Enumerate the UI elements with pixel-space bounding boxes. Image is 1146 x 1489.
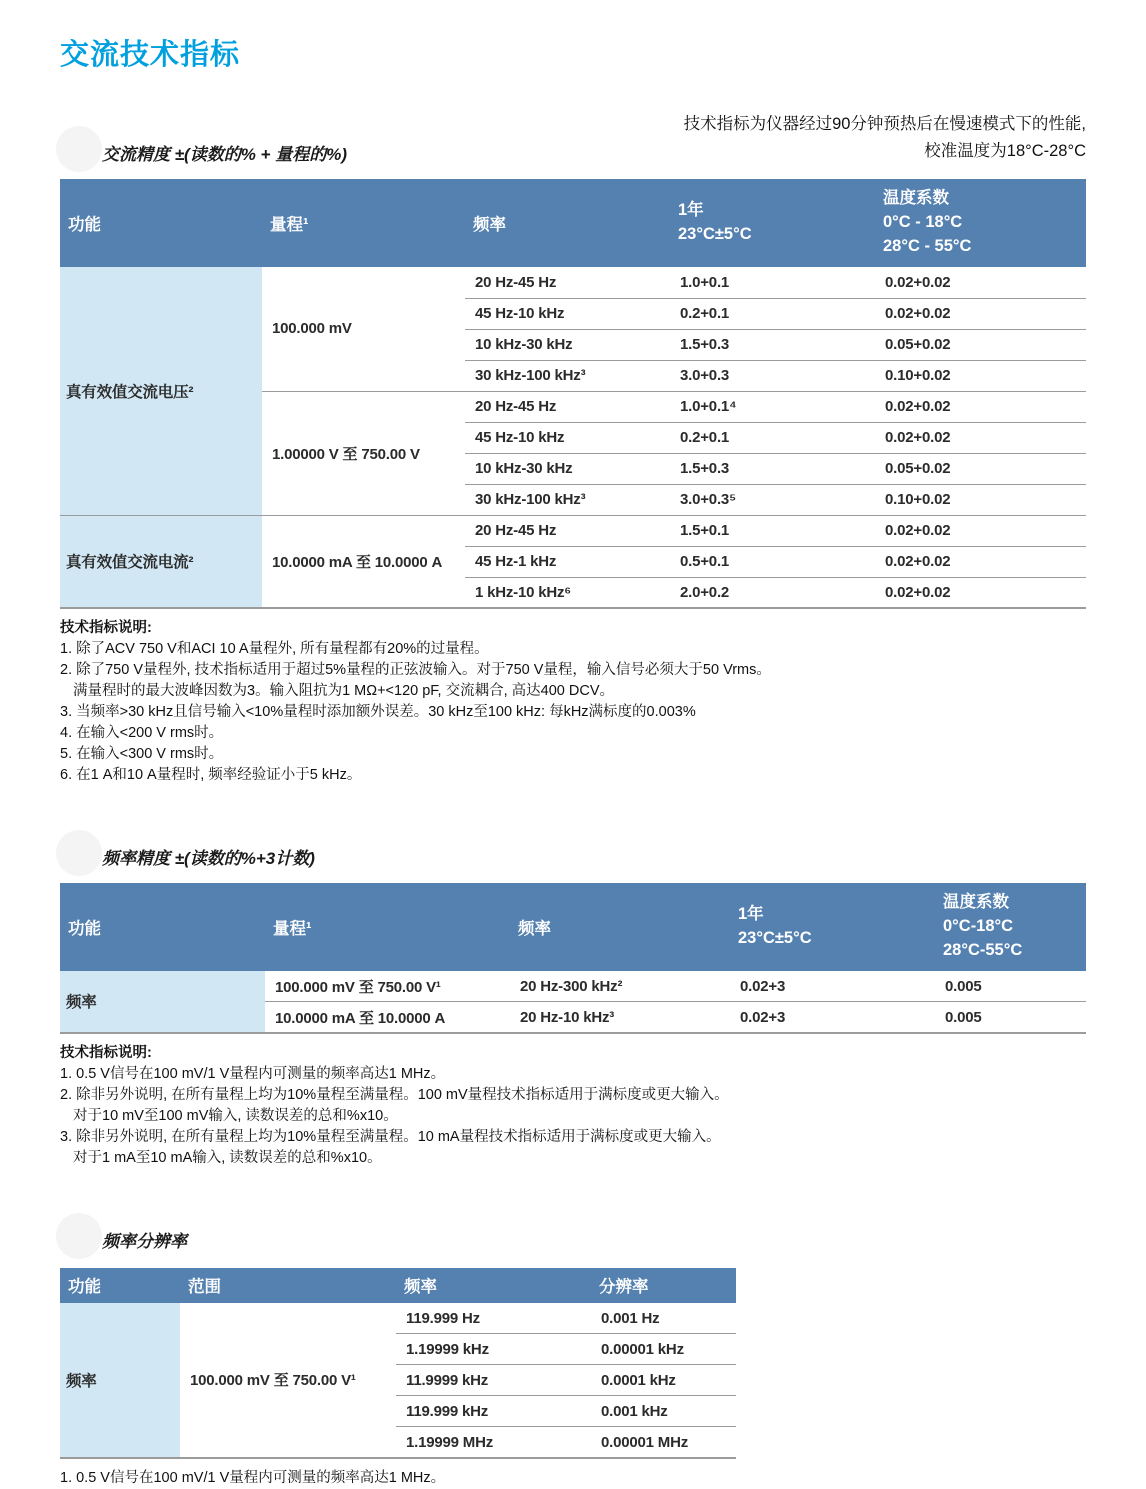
header-one-year — [670, 179, 875, 267]
intro-row — [60, 111, 1086, 165]
one-year-cell: 1.5+0.3 — [670, 329, 875, 360]
range-cell: 10.0000 mA 至 10.0000 A — [262, 515, 465, 608]
function-cell: 真有效值交流电压² — [60, 267, 262, 515]
header-one-year-line2: 23°C±5°C — [738, 929, 812, 948]
table-row — [60, 971, 1086, 1002]
freq-cell: 11.9999 kHz — [396, 1365, 591, 1396]
section2-subtitle: 频率精度 ±(读数的%+3计数) — [102, 849, 315, 869]
header-tempco-line2: 0°C - 18°C — [883, 213, 963, 232]
section1-heading — [60, 140, 347, 165]
tempco-cell: 0.05+0.02 — [875, 453, 1086, 484]
tempco-cell: 0.02+0.02 — [875, 546, 1086, 577]
tempco-cell: 0.02+0.02 — [875, 391, 1086, 422]
header-tempco — [935, 883, 1086, 971]
intro-line-1: 技术指标为仪器经过90分钟预热后在慢速模式下的性能, — [683, 115, 1086, 133]
tempco-cell: 0.02+0.02 — [875, 298, 1086, 329]
section1-subtitle: 交流精度 ±(读数的% + 量程的%) — [102, 145, 347, 165]
one-year-cell: 3.0+0.3⁵ — [670, 484, 875, 515]
range-cell: 100.000 mV 至 750.00 V¹ — [275, 978, 441, 996]
table-header-row — [60, 179, 1086, 267]
one-year-cell: 3.0+0.3 — [670, 360, 875, 391]
freq-cell: 10 kHz-30 kHz — [465, 329, 670, 360]
resolution-cell: 0.0001 kHz — [591, 1365, 736, 1396]
one-year-cell: 0.2+0.1 — [670, 298, 875, 329]
note-line: 5. 在输入<300 V rms时。 — [60, 746, 224, 763]
section2-heading — [60, 844, 1086, 869]
freq-cell: 10 kHz-30 kHz — [465, 453, 670, 484]
note-line: 3. 当频率>30 kHz且信号输入<10%量程时添加额外误差。30 kHz至100 kHz: 每kHz满标度的0.003% — [60, 704, 696, 721]
frequency-resolution-table — [60, 1268, 736, 1459]
one-year-cell: 1.0+0.1⁴ — [670, 391, 875, 422]
frequency-accuracy-table — [60, 883, 1086, 1034]
resolution-cell: 0.00001 MHz — [591, 1427, 736, 1458]
table-row — [60, 1303, 736, 1334]
freq-cell: 20 Hz-300 kHz² — [520, 977, 623, 995]
freq-cell: 119.999 Hz — [406, 1309, 480, 1327]
note-line: 3. 除非另外说明, 在所有量程上均为10%量程至满量程。10 mA量程技术指标适用于满标度或更大输入。 — [60, 1128, 721, 1145]
note-line: 2. 除了750 V量程外, 技术指标适用于超过5%量程的正弦波输入。对于750 V量程，输入信号必须大于50 Vrms。 — [60, 662, 771, 679]
note-line: 1. 除了ACV 750 V和ACI 10 A量程外, 所有量程都有20%的过量程。 — [60, 641, 489, 658]
header-range: 范围 — [180, 1268, 396, 1303]
freq-cell: 20 Hz-45 Hz — [475, 273, 557, 291]
header-tempco-line1: 温度系数 — [883, 189, 949, 208]
table-row — [60, 267, 1086, 298]
freq-cell: 45 Hz-1 kHz — [465, 546, 670, 577]
freq-cell: 119.999 kHz — [396, 1396, 591, 1427]
tempco-cell: 0.005 — [935, 1002, 1086, 1033]
note-line: 4. 在输入<200 V rms时。 — [60, 725, 224, 742]
header-one-year-line1: 1年 — [678, 201, 704, 220]
header-function: 功能 — [60, 1268, 180, 1303]
header-range: 量程¹ — [265, 883, 510, 971]
tempco-cell: 0.02+0.02 — [875, 422, 1086, 453]
freq-cell: 45 Hz-10 kHz — [465, 298, 670, 329]
header-one-year — [730, 883, 935, 971]
function-cell: 频率 — [60, 971, 265, 1033]
tempco-cell: 0.02+0.02 — [875, 577, 1086, 608]
page-title: 交流技术指标 — [60, 39, 241, 71]
freq-cell: 20 Hz-10 kHz³ — [510, 1002, 730, 1033]
one-year-cell: 0.02+3 — [730, 1002, 935, 1033]
table-header-row — [60, 883, 1086, 971]
tempco-cell: 0.005 — [945, 977, 982, 995]
one-year-cell: 0.5+0.1 — [670, 546, 875, 577]
one-year-cell: 1.0+0.1 — [680, 273, 730, 291]
freq-cell: 45 Hz-10 kHz — [465, 422, 670, 453]
header-tempco-line2: 0°C-18°C — [943, 917, 1014, 936]
resolution-cell: 0.001 Hz — [601, 1309, 660, 1327]
note-line: 2. 除非另外说明, 在所有量程上均为10%量程至满量程。100 mV量程技术指标适用于满标度或更大输入。 — [60, 1086, 729, 1103]
header-function: 功能 — [60, 883, 265, 971]
note-line: 对于10 mV至100 mV输入, 读数误差的总和%x10。 — [73, 1107, 398, 1124]
table3-notes — [60, 1468, 1086, 1489]
notes-title: 技术指标说明: — [60, 620, 152, 637]
ac-accuracy-table — [60, 179, 1086, 609]
intro-line-2: 校准温度为18°C-28°C — [924, 142, 1086, 161]
tempco-cell: 0.10+0.02 — [875, 360, 1086, 391]
table-header-row — [60, 1268, 736, 1303]
tempco-cell: 0.05+0.02 — [875, 329, 1086, 360]
range-cell: 10.0000 mA 至 10.0000 A — [265, 1002, 510, 1033]
header-tempco-line3: 28°C-55°C — [943, 941, 1023, 960]
freq-cell: 20 Hz-45 Hz — [465, 515, 670, 546]
table1-notes — [60, 618, 1086, 786]
note-line: 满量程时的最大波峰因数为3。输入阻抗为1 MΩ+<120 pF, 交流耦合, 高达400 DCV。 — [73, 683, 614, 700]
note-line: 对于1 mA至10 mA输入, 读数误差的总和%x10。 — [73, 1149, 382, 1166]
tempco-cell: 0.02+0.02 — [885, 273, 951, 291]
range-cell: 100.000 mV 至 750.00 V¹ — [190, 1372, 356, 1390]
one-year-cell: 0.2+0.1 — [670, 422, 875, 453]
freq-cell: 1.19999 MHz — [396, 1427, 591, 1458]
freq-cell: 1 kHz-10 kHz⁶ — [465, 577, 670, 608]
tempco-cell: 0.02+0.02 — [875, 515, 1086, 546]
section3-heading — [60, 1227, 1086, 1252]
header-range: 量程¹ — [262, 179, 465, 267]
resolution-cell: 0.00001 kHz — [591, 1334, 736, 1365]
freq-cell: 30 kHz-100 kHz³ — [465, 484, 670, 515]
range-cell: 1.00000 V 至 750.00 V — [262, 391, 465, 515]
header-frequency: 频率 — [465, 179, 670, 267]
page-content — [60, 32, 1086, 1489]
tempco-cell: 0.10+0.02 — [875, 484, 1086, 515]
one-year-cell: 1.5+0.1 — [670, 515, 875, 546]
freq-cell: 30 kHz-100 kHz³ — [465, 360, 670, 391]
one-year-cell: 1.5+0.3 — [670, 453, 875, 484]
note-line: 6. 在1 A和10 A量程时, 频率经验证小于5 kHz。 — [60, 767, 362, 784]
header-tempco-line3: 28°C - 55°C — [883, 237, 972, 256]
resolution-cell: 0.001 kHz — [591, 1396, 736, 1427]
header-frequency: 频率 — [510, 883, 730, 971]
header-tempco — [875, 179, 1086, 267]
table2-notes — [60, 1043, 1086, 1169]
decorative-circle — [56, 126, 102, 172]
one-year-cell: 2.0+0.2 — [670, 577, 875, 608]
header-function: 功能 — [60, 179, 262, 267]
freq-cell: 20 Hz-45 Hz — [465, 391, 670, 422]
range-cell: 100.000 mV — [272, 320, 352, 338]
decorative-circle — [56, 830, 102, 876]
header-one-year-line2: 23°C±5°C — [678, 225, 752, 244]
note-line: 1. 0.5 V信号在100 mV/1 V量程内可测量的频率高达1 MHz。 — [60, 1065, 446, 1082]
function-cell: 频率 — [60, 1303, 180, 1458]
freq-cell: 1.19999 kHz — [396, 1334, 591, 1365]
note-line: 1. 0.5 V信号在100 mV/1 V量程内可测量的频率高达1 MHz。 — [60, 1469, 446, 1486]
header-resolution: 分辨率 — [591, 1268, 736, 1303]
intro-text — [684, 111, 1086, 165]
header-one-year-line1: 1年 — [738, 905, 764, 924]
one-year-cell: 0.02+3 — [740, 977, 786, 995]
header-tempco-line1: 温度系数 — [943, 893, 1009, 912]
function-cell: 真有效值交流电流² — [60, 515, 262, 608]
header-frequency: 频率 — [396, 1268, 591, 1303]
notes-title: 技术指标说明: — [60, 1044, 152, 1061]
table-row — [60, 515, 1086, 546]
decorative-circle — [56, 1213, 102, 1259]
section3-subtitle: 频率分辨率 — [102, 1231, 187, 1251]
